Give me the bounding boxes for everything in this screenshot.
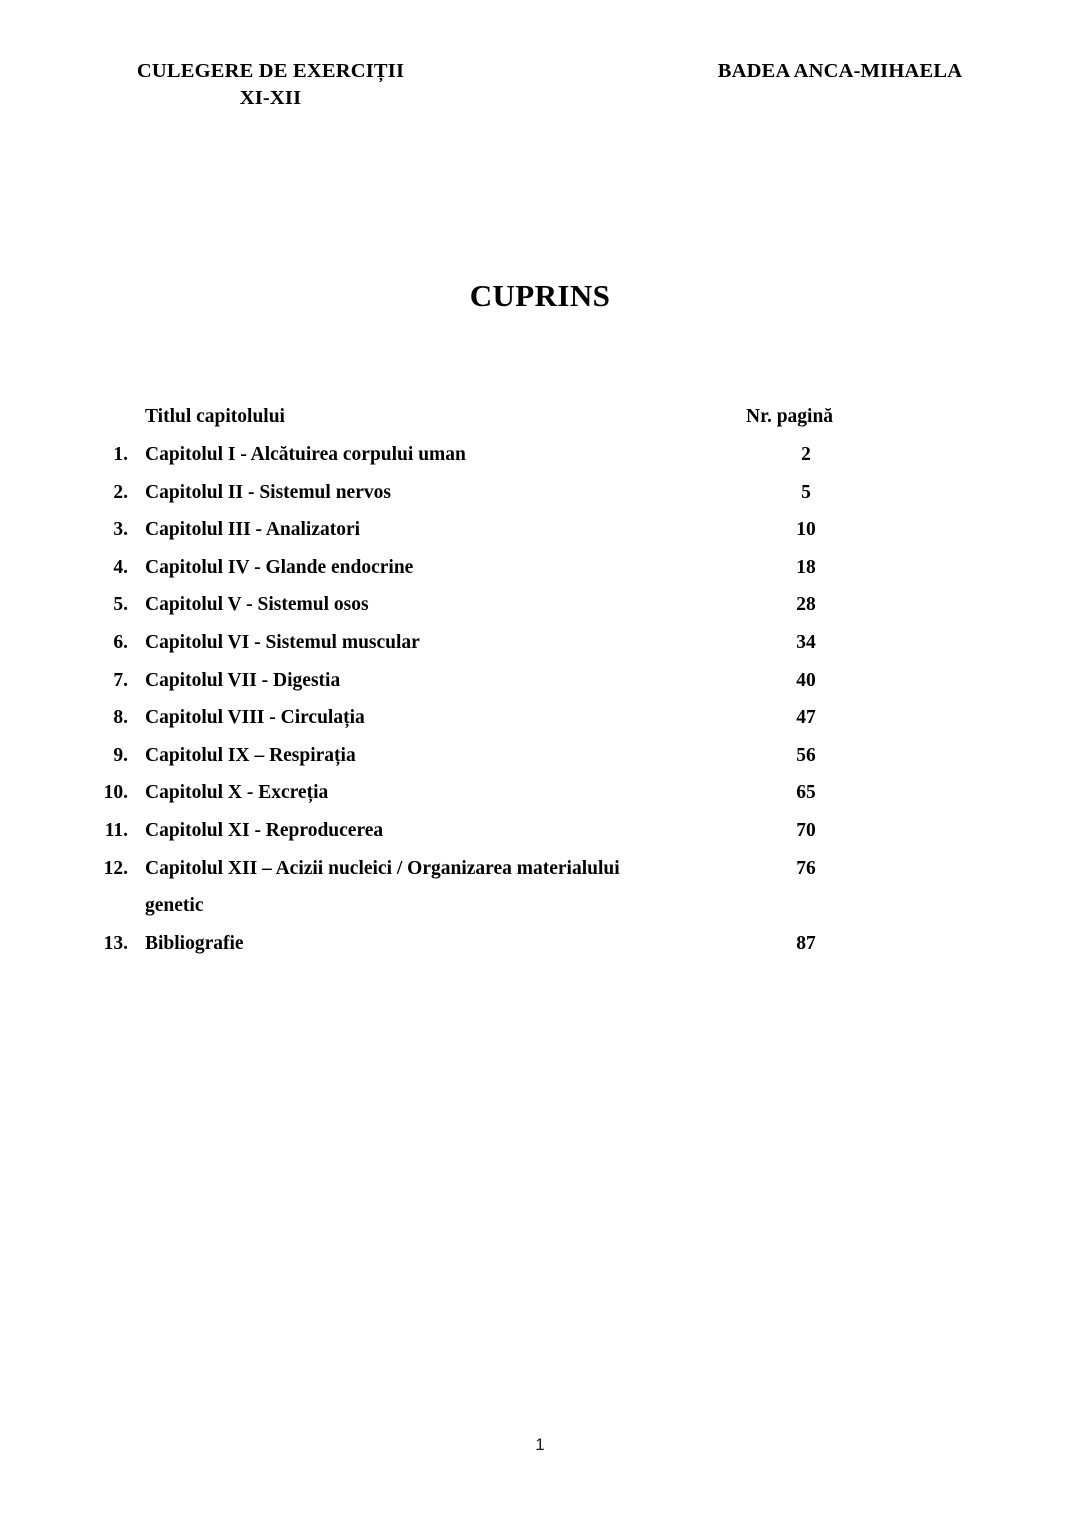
toc-entry-page[interactable]: 87	[796, 932, 816, 954]
toc-entry-title[interactable]: Capitolul IX – Respirația	[145, 744, 356, 766]
toc-entry-row[interactable]	[0, 782, 1080, 820]
toc-entry-row[interactable]	[0, 519, 1080, 557]
toc-entry-page[interactable]: 65	[796, 782, 816, 804]
toc-entry-number: 3.	[113, 519, 128, 541]
toc-entry-page[interactable]: 28	[796, 594, 816, 616]
toc-entry-title[interactable]: Capitolul XI - Reproducerea	[145, 819, 384, 841]
toc-entry-page[interactable]: 10	[796, 519, 816, 541]
toc-entry-page[interactable]: 70	[796, 819, 816, 841]
toc-entry-row[interactable]	[0, 820, 1080, 858]
toc-entry-number: 2.	[113, 481, 128, 503]
table-of-contents	[0, 406, 1080, 970]
toc-entry-number: 9.	[113, 744, 128, 766]
toc-entry-number: 6.	[113, 631, 128, 653]
toc-column-header-title: Titlul capitolului	[145, 406, 285, 427]
toc-entry-page[interactable]: 5	[801, 481, 811, 503]
toc-header-row	[0, 406, 1080, 444]
toc-entry-number: 8.	[113, 707, 128, 729]
toc-column-header-page: Nr. pagină	[746, 406, 834, 427]
toc-entry-number: 12.	[103, 857, 128, 879]
toc-entry-row[interactable]	[0, 444, 1080, 482]
toc-entry-page[interactable]: 76	[796, 857, 816, 879]
toc-entry-title[interactable]: Capitolul III - Analizatori	[145, 519, 361, 541]
toc-entry-title[interactable]: Capitolul VIII - Circulația	[145, 707, 365, 729]
toc-entry-title[interactable]: Capitolul VI - Sistemul muscular	[145, 631, 420, 653]
toc-entry-page[interactable]: 47	[796, 707, 816, 729]
header-author: BADEA ANCA-MIHAELA	[717, 60, 963, 82]
toc-entry-number: 1.	[113, 444, 128, 465]
toc-entry-row[interactable]	[0, 707, 1080, 745]
toc-entry-title[interactable]: Capitolul I - Alcătuirea corpului uman	[145, 444, 466, 465]
toc-entry-number: 4.	[113, 556, 128, 578]
toc-entry-row[interactable]	[0, 670, 1080, 708]
toc-entry-number: 11.	[104, 819, 128, 841]
toc-entry-page[interactable]: 18	[796, 556, 816, 578]
toc-entry-title[interactable]: Capitolul VII - Digestia	[145, 669, 341, 691]
toc-entry-row[interactable]	[0, 745, 1080, 783]
toc-entry-row[interactable]	[0, 858, 1080, 896]
toc-entry-number: 7.	[113, 669, 128, 691]
running-header	[0, 58, 1080, 118]
toc-entry-title-continuation[interactable]: genetic	[145, 895, 204, 917]
toc-entry-row[interactable]	[0, 594, 1080, 632]
header-book-title-line1: CULEGERE DE EXERCIȚII	[136, 60, 405, 82]
toc-entry-row[interactable]	[0, 933, 1080, 971]
toc-entry-number: 13.	[103, 932, 128, 954]
toc-entry-title[interactable]: Capitolul X - Excreția	[145, 782, 329, 804]
page-title: CUPRINS	[469, 278, 611, 313]
toc-entry-title[interactable]: Capitolul IV - Glande endocrine	[145, 556, 414, 578]
toc-entry-row-continuation[interactable]	[0, 895, 1080, 933]
footer-page-number: 1	[535, 1435, 545, 1454]
toc-entry-title[interactable]: Capitolul V - Sistemul osos	[145, 594, 369, 616]
toc-entry-number: 5.	[113, 594, 128, 616]
header-book-title-line2: XI-XII	[239, 87, 302, 109]
toc-entry-number: 10.	[103, 782, 128, 804]
toc-entry-row[interactable]	[0, 632, 1080, 670]
header-book-title	[128, 58, 413, 112]
toc-entry-title[interactable]: Bibliografie	[145, 932, 244, 954]
toc-entry-page[interactable]: 56	[796, 744, 816, 766]
toc-entry-row[interactable]	[0, 482, 1080, 520]
toc-entry-page[interactable]: 40	[796, 669, 816, 691]
toc-entry-title[interactable]: Capitolul XII – Acizii nucleici / Organizarea materialului	[145, 857, 620, 879]
toc-entry-page[interactable]: 34	[796, 631, 816, 653]
toc-entry-title[interactable]: Capitolul II - Sistemul nervos	[145, 481, 391, 503]
toc-entry-page[interactable]: 2	[801, 444, 811, 465]
toc-entry-row[interactable]	[0, 557, 1080, 595]
